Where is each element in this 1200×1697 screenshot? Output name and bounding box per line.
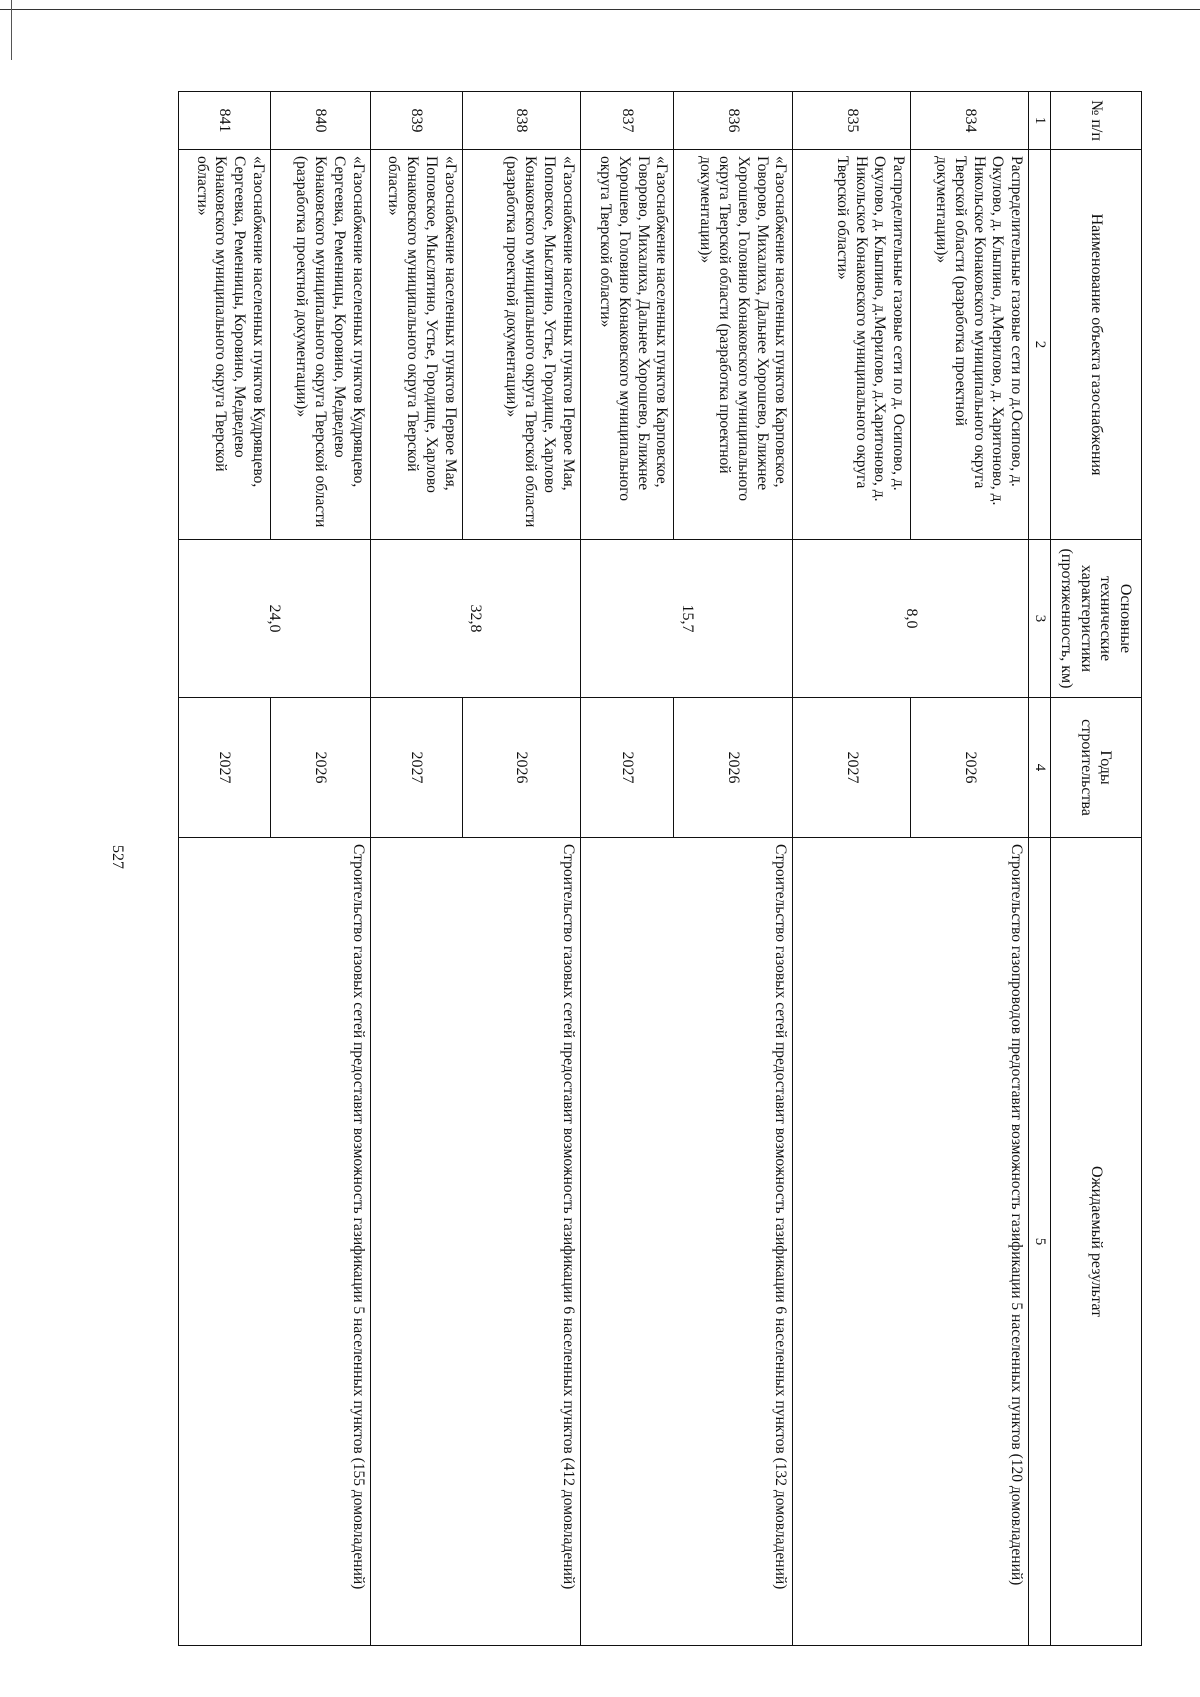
row-number: 841 — [179, 92, 271, 150]
construction-year: 2027 — [581, 698, 674, 838]
column-number: 4 — [1029, 698, 1050, 838]
row-number: 838 — [463, 92, 581, 150]
table-row — [463, 92, 581, 1646]
construction-year: 2027 — [371, 698, 463, 838]
object-name: «Газоснабжение населенных пунктов Первое Мая, Поповское, Мыслятино, Устье, Городище, Харлово Конаковского муниципального округа Тверской области» — [371, 150, 463, 540]
row-number: 840 — [271, 92, 371, 150]
construction-year: 2026 — [674, 698, 793, 838]
table-row — [674, 92, 793, 1646]
construction-year: 2026 — [911, 698, 1029, 838]
length-km: 32,8 — [371, 540, 581, 698]
object-name: «Газоснабжение населенных пунктов Карповское, Говорово, Михалиха, Дальнее Хорошево, Ближнее Хорошево, Головино Конаковского муниципального округа Тверской области (разработка проектной документации)» — [674, 150, 793, 540]
row-number: 836 — [674, 92, 793, 150]
row-number: 837 — [581, 92, 674, 150]
header-name: Наименование объекта газоснабжения — [1050, 150, 1141, 540]
scan-left-rule — [11, 0, 12, 60]
length-km: 24,0 — [179, 540, 371, 698]
table-row — [911, 92, 1029, 1646]
object-name: Распределительные газовые сети по д. Осипово, д. Окулово, д. Клыпино, д.Мерилово, д.Харитоново, д. Никольское Конаковского муниципального округа Тверской области» — [793, 150, 911, 540]
construction-year: 2026 — [271, 698, 371, 838]
table-header-row — [1050, 92, 1141, 1646]
scan-top-rule — [0, 9, 1200, 10]
construction-year: 2027 — [793, 698, 911, 838]
table-row — [271, 92, 371, 1646]
column-number: 1 — [1029, 92, 1050, 150]
row-number: 839 — [371, 92, 463, 150]
page-number: 527 — [109, 845, 126, 869]
column-number: 5 — [1029, 838, 1050, 1646]
expected-result: Строительство газовых сетей предоставит возможность газификации 6 населенных пунктов (132 домовладений) — [581, 838, 793, 1646]
object-name: «Газоснабжение населенных пунктов Кудрявцево, Сергеевка, Ременницы, Коровино, Медведево Конаковского муниципального округа Тверской области (разработка проектной документации)» — [271, 150, 371, 540]
column-number: 2 — [1029, 150, 1050, 540]
length-km: 8,0 — [793, 540, 1029, 698]
object-name: «Газоснабжение населенных пунктов Первое Мая, Поповское, Мыслятино, Устье, Городище, Харлово Конаковского муниципального округа Тверской области (разработка проектной документации)» — [463, 150, 581, 540]
column-number-row — [1029, 92, 1050, 1646]
header-length: Основные технические характеристики (протяженность, км) — [1050, 540, 1141, 698]
row-number: 834 — [911, 92, 1029, 150]
construction-year: 2026 — [463, 698, 581, 838]
gas-supply-table — [178, 91, 1142, 1646]
header-years: Годы строительства — [1050, 698, 1141, 838]
length-km: 15,7 — [581, 540, 793, 698]
column-number: 3 — [1029, 540, 1050, 698]
header-result: Ожидаемый результат — [1050, 838, 1141, 1646]
header-num: № п/п — [1050, 92, 1141, 150]
expected-result: Строительство газовых сетей предоставит возможность газификации 5 населенных пунктов (155 домовладений) — [179, 838, 371, 1646]
object-name: «Газоснабжение населенных пунктов Карповское, Говорово, Михалиха, Дальнее Хорошево, Ближнее Хорошево, Головино Конаковского муниципального округа Тверской области» — [581, 150, 674, 540]
row-number: 835 — [793, 92, 911, 150]
object-name: Распределительные газовые сети по д.Осипово, д. Окулово, д. Клыпино, д.Мерилово, д. Харитоново, д. Никольское Конаковского муниципального округа Тверской области (разработка проектной документации)» — [911, 150, 1029, 540]
construction-year: 2027 — [179, 698, 271, 838]
expected-result: Строительство газопроводов предоставит возможность газификации 5 населенных пунктов (120 домовладений) — [793, 838, 1029, 1646]
rotated-table-container — [178, 91, 1142, 1645]
expected-result: Строительство газовых сетей предоставит возможность газификации 6 населенных пунктов (412 домовладений) — [371, 838, 581, 1646]
object-name: «Газоснабжение населенных пунктов Кудрявцево, Сергеевка, Ременницы, Коровино, Медведево Конаковского муниципального округа Тверской области» — [179, 150, 271, 540]
